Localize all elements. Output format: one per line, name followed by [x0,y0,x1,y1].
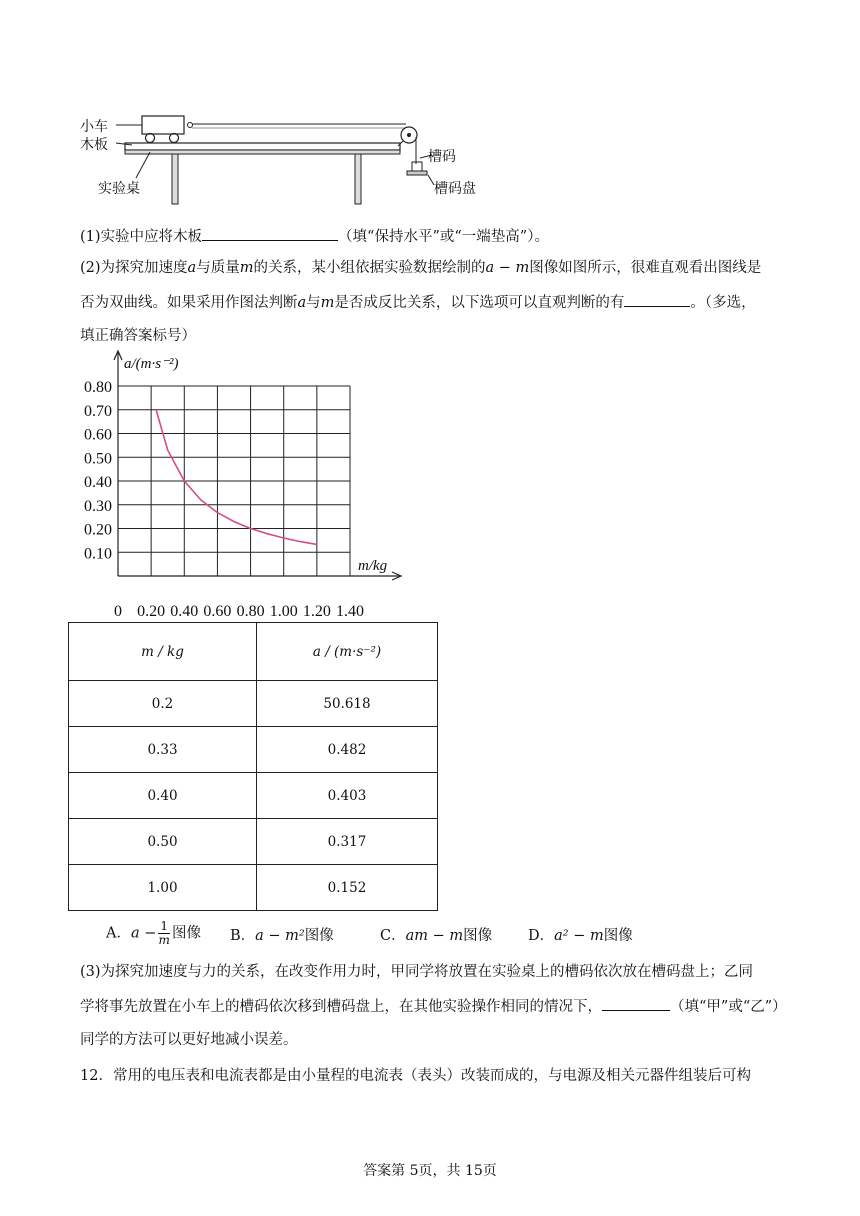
option-suffix: 图像 [463,928,493,944]
option-c[interactable] [380,924,492,945]
option-a[interactable] [106,920,201,947]
x-tick-label: 0.20 [137,603,166,620]
y-tick-label: 0.30 [84,497,112,515]
q2-text: 。（多选， [690,295,756,311]
var-a: a [297,295,307,311]
question-3-line-3 [80,1030,298,1050]
option-letter: C． [380,928,406,944]
question-2-line-1 [80,258,761,278]
x-tick-label: 0 [114,603,122,620]
q2-text: 与 [306,295,321,311]
q3-text: (3)为探究加速度与力的关系，在改变作用力时，甲同学将放置在实验桌上的槽码依次放在槽码盘上；乙同 [80,964,754,980]
q2-text: 与质量 [196,260,240,276]
q3-text: 学将事先放置在小车上的槽码依次移到槽码盘上，在其他实验操作相同的情况下， [80,999,602,1015]
option-suffix: 图像 [603,928,633,944]
q12-text: 12．常用的电压表和电流表都是由小量程的电流表（表头）改装而成的，与电源及相关元器件组装后可构 [80,1068,751,1084]
q1-text-after: （填“保持水平”或“一端垫高”）。 [338,229,549,245]
option-expr: a² − m [554,928,604,944]
data-table [68,622,438,911]
y-tick-label: 0.50 [84,450,112,468]
y-axis-label: a/(m·s⁻²) [124,356,179,372]
q2-answer-blank[interactable] [624,292,690,307]
q2-text: 的关系，某小组依据实验数据绘制的 [253,260,486,276]
q2-text: 是否成反比关系，以下选项可以直观判断的有 [334,295,625,311]
var-m: m [239,260,254,276]
fraction: $\frac{1}{m}$ [158,919,170,947]
table-row [69,681,438,727]
label-weight: 槽码 [428,149,456,165]
page-footer: 答案第 5页，共 15页 [363,1163,497,1179]
y-tick-label: 0.70 [84,402,112,420]
x-tick-label: 0.40 [170,603,199,620]
x-axis-label: m/kg [358,558,388,574]
cell-m: 0.40 [69,773,257,819]
q1-text-before: (1)实验中应将木板 [80,229,203,245]
q2-text: 图像如图所示，很难直观看出图线是 [529,260,762,276]
question-3-line-1 [80,962,753,982]
graph-symbol: a − m [485,260,530,276]
option-suffix: 图像 [304,928,334,944]
cell-m: 1.00 [69,865,257,911]
q3-text: （填“甲”或“乙”） [670,999,787,1015]
cell-m: 0.2 [69,681,257,727]
var-a: a [187,260,197,276]
cell-m: 0.50 [69,819,257,865]
option-expr: a − [130,925,157,942]
table-row [69,727,438,773]
label-board: 木板 [80,137,108,153]
q3-answer-blank[interactable] [602,996,670,1011]
label-tray: 槽码盘 [434,181,476,197]
q2-text: 否为双曲线。如果采用作图法判断 [80,295,298,311]
cell-a: 0.482 [257,727,438,773]
var-m: m [320,295,335,311]
question-1 [80,226,549,247]
x-tick-label: 1.40 [336,603,364,620]
header-m: m / kg [69,623,257,681]
label-car: 小车 [80,119,108,135]
option-letter: A． [106,925,131,942]
option-letter: B． [230,928,256,944]
label-desk: 实验桌 [98,181,140,197]
table-row [69,773,438,819]
x-tick-label: 1.20 [302,603,331,620]
x-tick-label: 0.80 [236,603,265,620]
question-3-line-2 [80,996,787,1017]
cell-a: 0.317 [257,819,438,865]
option-expr: a − m² [255,928,305,944]
cell-a: 0.152 [257,865,438,911]
header-a: a / (m·s⁻²) [257,623,438,681]
option-d[interactable] [528,924,633,945]
option-letter: D． [528,928,555,944]
x-tick-label: 0.60 [203,603,232,620]
option-expr: am − m [405,928,464,944]
q2-text: (2)为探究加速度 [80,260,188,276]
cell-m: 0.33 [69,727,257,773]
question-12-line-1 [80,1066,751,1086]
table-row [69,865,438,911]
y-tick-label: 0.20 [84,521,112,539]
y-tick-label: 0.40 [84,474,112,491]
a-m-chart [60,348,410,624]
option-b[interactable] [230,924,334,945]
q2-text: 填正确答案标号） [80,328,196,344]
y-tick-label: 0.60 [84,426,112,444]
apparatus-diagram [70,108,500,208]
option-suffix: 图像 [172,925,202,942]
y-tick-label: 0.80 [84,379,112,396]
cell-a: 50.618 [257,681,438,727]
cell-a: 0.403 [257,773,438,819]
question-2-line-3 [80,326,196,346]
table-row [69,819,438,865]
q1-answer-blank[interactable] [202,226,338,241]
question-2-line-2 [80,292,756,313]
series-line [156,410,317,545]
y-tick-label: 0.10 [84,545,112,563]
table-header-row [69,623,438,681]
x-tick-label: 1.00 [269,603,298,620]
q3-text: 同学的方法可以更好地减小误差。 [80,1032,298,1048]
